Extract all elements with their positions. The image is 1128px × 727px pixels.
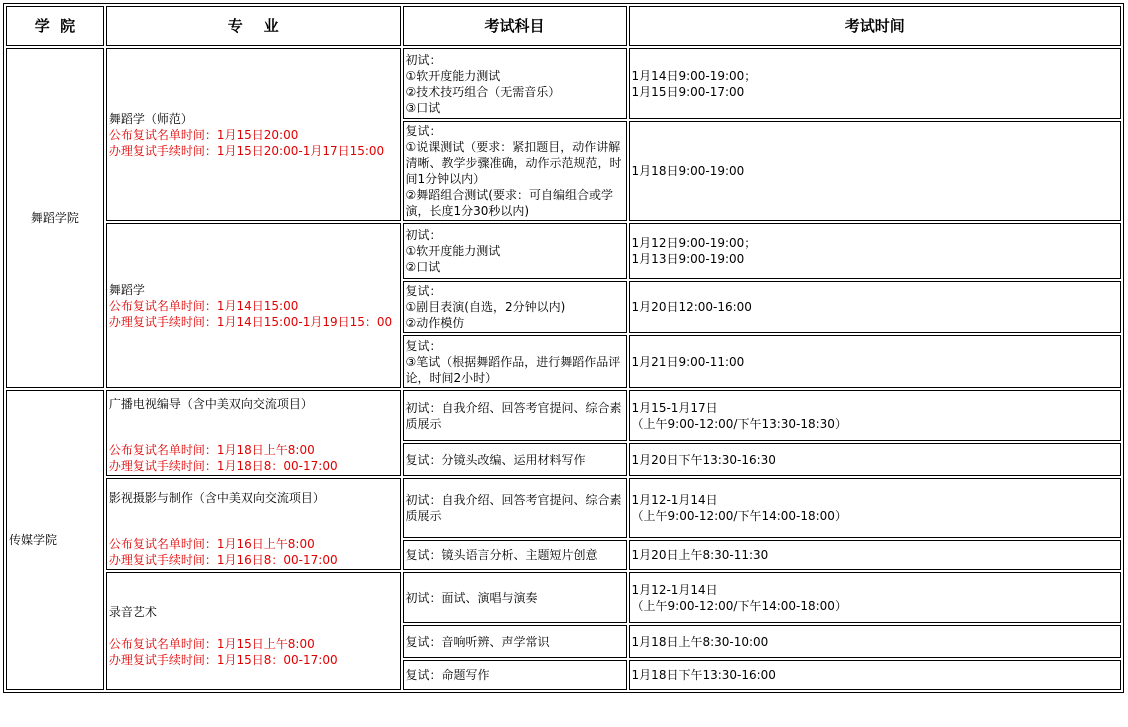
subject-line: ①剧目表演(自选，2分钟以内): [405, 300, 566, 314]
subject-line: ①说课测试（要求：紧扣题目，动作讲解清晰、教学步骤准确，动作示范规范，时间1分钟以内）: [405, 140, 622, 186]
time-line: 1月18日下午13:30-16:00: [631, 668, 776, 682]
subject-line: 初试：面试、演唱与演奏: [405, 590, 538, 605]
procedure-time: 办理复试手续时间：1月15日8：00-17:00: [108, 653, 338, 667]
subject-cell: [403, 281, 627, 333]
college-cell-dance: 舞蹈学院: [6, 48, 104, 388]
time-line: 1月13日9:00-19:00: [631, 252, 745, 266]
publish-time: 公布复试名单时间：1月15日20:00: [108, 127, 299, 142]
subject-cell: [403, 121, 627, 221]
time-line: 1月12-1月14日: [631, 582, 718, 597]
subject-line: 初试：: [405, 52, 442, 67]
header-row: [6, 6, 1121, 46]
procedure-time: 办理复试手续时间：1月18日8：00-17:00: [108, 459, 338, 473]
time-line: 1月14日9:00-19:00；: [631, 68, 757, 83]
major-cell-dance: [106, 223, 401, 388]
major-cell-film: [106, 478, 401, 570]
subject-cell: [403, 572, 627, 623]
subject-line: 复试：: [405, 124, 442, 138]
time-cell: [629, 48, 1121, 119]
exam-schedule-table: [3, 3, 1124, 693]
time-line: 1月15-1月17日: [631, 400, 718, 415]
procedure-time: 办理复试手续时间：1月16日8：00-17:00: [108, 553, 338, 567]
table-row: [6, 478, 1121, 538]
subject-line: 初试：自我介绍、回答考官提问、综合素质展示: [405, 492, 622, 523]
time-line: 1月18日上午8:30-10:00: [631, 634, 769, 649]
subject-line: 复试：: [405, 338, 442, 353]
time-cell: [629, 335, 1121, 388]
major-name: 广播电视编导（含中美双向交流项目）: [108, 397, 313, 411]
subject-cell: [403, 443, 627, 476]
time-cell: [629, 625, 1121, 658]
publish-time: 公布复试名单时间：1月15日上午8:00: [108, 637, 315, 651]
header-college: 学 院: [6, 6, 104, 46]
time-cell: [629, 572, 1121, 623]
time-line: 1月21日9:00-11:00: [631, 354, 745, 369]
procedure-time: 办理复试手续时间：1月14日15:00-1月19日15：00: [108, 314, 393, 329]
major-cell-dance-edu: [106, 48, 401, 221]
time-line: （上午9:00-12:00/下午13:30-18:30）: [631, 416, 847, 431]
header-major: 专 业: [106, 6, 401, 46]
header-time: 考试时间: [629, 6, 1121, 46]
publish-time: 公布复试名单时间：1月18日上午8:00: [108, 443, 315, 457]
subject-cell: [403, 48, 627, 119]
time-line: 1月18日9:00-19:00: [631, 164, 745, 178]
subject-line: ②舞蹈组合测试(要求：可自编组合或学演，长度1分30秒以内): [405, 188, 613, 218]
subject-line: ③笔试（根据舞蹈作品，进行舞蹈作品评论，时间2小时）: [405, 354, 621, 385]
subject-line: ②动作模仿: [405, 316, 465, 330]
time-cell: [629, 660, 1121, 690]
major-name: 舞蹈学: [108, 282, 145, 297]
header-subject: 考试科目: [403, 6, 627, 46]
subject-cell: [403, 390, 627, 441]
table-row: [6, 390, 1121, 441]
subject-line: 复试：镜头语言分析、主题短片创意: [405, 547, 598, 562]
table-row: [6, 223, 1121, 279]
subject-cell: [403, 223, 627, 279]
subject-line: 复试：音响听辨、声学常识: [405, 634, 550, 649]
subject-line: ②口试: [405, 260, 441, 274]
subject-cell: [403, 625, 627, 658]
time-cell: [629, 540, 1121, 570]
procedure-time: 办理复试手续时间：1月15日20:00-1月17日15:00: [108, 143, 385, 158]
major-name: 影视摄影与制作（含中美双向交流项目）: [108, 491, 325, 505]
major-name: 舞蹈学（师范）: [108, 111, 193, 126]
time-cell: [629, 443, 1121, 476]
time-line: （上午9:00-12:00/下午14:00-18:00）: [631, 508, 847, 523]
subject-line: ②技术技巧组合（无需音乐）: [405, 84, 561, 99]
time-cell: [629, 121, 1121, 221]
time-line: 1月15日9:00-17:00: [631, 84, 745, 99]
time-cell: [629, 281, 1121, 333]
subject-line: ①软开度能力测试: [405, 68, 501, 83]
subject-cell: [403, 335, 627, 388]
time-line: 1月12-1月14日: [631, 492, 718, 507]
subject-cell: [403, 478, 627, 538]
time-cell: [629, 478, 1121, 538]
subject-line: 复试：分镜头改编、运用材料写作: [405, 452, 586, 467]
major-name: 录音艺术: [108, 605, 157, 619]
table-row: [6, 48, 1121, 119]
publish-time: 公布复试名单时间：1月14日15:00: [108, 298, 299, 313]
major-cell-recording: [106, 572, 401, 690]
time-line: （上午9:00-12:00/下午14:00-18:00）: [631, 598, 847, 613]
subject-line: 复试：: [405, 284, 442, 298]
major-cell-broadcast: [106, 390, 401, 476]
time-cell: [629, 223, 1121, 279]
subject-line: 初试：: [405, 228, 442, 242]
publish-time: 公布复试名单时间：1月16日上午8:00: [108, 537, 315, 551]
college-cell-media: 传媒学院: [6, 390, 104, 690]
subject-line: ①软开度能力测试: [405, 244, 501, 258]
time-line: 1月20日12:00-16:00: [631, 300, 752, 314]
table-row: [6, 572, 1121, 623]
subject-line: ③口试: [405, 100, 441, 115]
time-line: 1月12日9:00-19:00；: [631, 236, 757, 250]
time-line: 1月20日下午13:30-16:30: [631, 452, 776, 467]
time-cell: [629, 390, 1121, 441]
subject-cell: [403, 660, 627, 690]
time-line: 1月20日上午8:30-11:30: [631, 547, 769, 562]
subject-line: 复试：命题写作: [405, 668, 490, 682]
subject-line: 初试：自我介绍、回答考官提问、综合素质展示: [405, 400, 622, 431]
subject-cell: [403, 540, 627, 570]
